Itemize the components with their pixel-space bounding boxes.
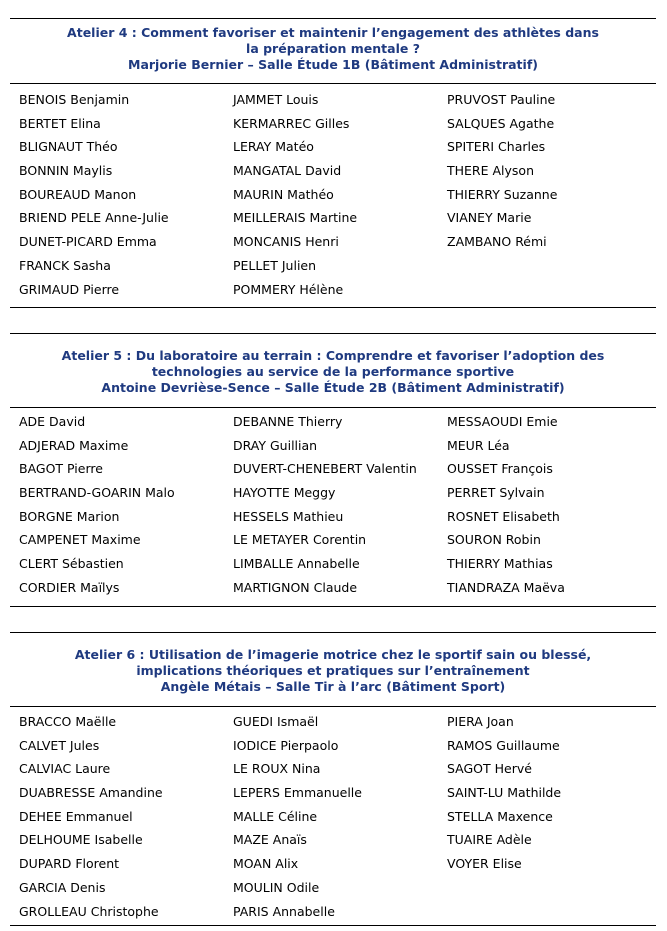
participant-name: MANGATAL David [233,163,342,179]
atelier-4-section [10,18,656,297]
participant-name: DUPARD Florent [19,856,120,872]
participant-name: PARIS Annabelle [233,903,335,919]
atelier-5-title-line-1: Atelier 5 : Du laboratoire au terrain : Comprendre et favoriser l’adoption des [61,348,605,363]
participant-name: DEHEE Emmanuel [19,808,133,824]
atelier-5-column-2 [233,410,417,600]
participant-name: OUSSET François [447,461,553,477]
atelier-5-section [10,333,656,595]
atelier-6-section [10,632,656,919]
atelier-6-title-line-2: implications théoriques et pratiques sur l’entraînement [136,663,530,678]
atelier-6-title-line-1: Atelier 6 : Utilisation de l’imagerie motrice chez le sportif sain ou blessé, [74,647,592,662]
atelier-6-column-3 [447,710,561,876]
atelier-5-header [10,333,656,408]
participant-name: MESSAOUDI Emie [447,414,558,429]
participant-name: KERMARREC Gilles [233,115,350,131]
participant-name: HESSELS Mathieu [233,508,344,524]
participant-name: SAGOT Hervé [447,761,532,777]
participant-name: GUEDI Ismaël [233,714,319,729]
participant-name: ADE David [19,414,86,429]
participant-name: CAMPENET Maxime [19,532,141,548]
participant-name: MAURIN Mathéo [233,186,334,202]
participant-name: LE METAYER Corentin [233,532,367,548]
atelier-4-subtitle: Marjorie Bernier – Salle Étude 1B (Bâtiment Administratif) [128,57,538,72]
atelier-6-subtitle: Angèle Métais – Salle Tir à l’arc (Bâtiment Sport) [160,679,506,694]
section-divider-3 [10,925,656,926]
participant-name: CORDIER Maïlys [19,579,120,595]
participant-name: SAINT-LU Mathilde [447,785,562,801]
participant-name: MALLE Céline [233,808,318,824]
participant-name: CALVET Jules [19,737,100,753]
participant-name: BRIEND PELE Anne-Julie [19,210,169,226]
participant-name: FRANCK Sasha [19,257,111,273]
participant-name: PERRET Sylvain [447,485,545,501]
participant-name: PRUVOST Pauline [447,92,556,107]
atelier-6-column-1 [19,710,163,923]
participant-name: JAMMET Louis [233,92,319,107]
atelier-4-column-2 [233,88,357,301]
participant-name: DUVERT-CHENEBERT Valentin [233,461,417,477]
participant-name: STELLA Maxence [447,808,553,824]
atelier-4-title-line-2: la préparation mentale ? [246,41,420,56]
participant-name: RAMOS Guillaume [447,737,560,753]
participant-name: BERTET Elina [19,115,101,131]
participant-name: MOAN Alix [233,856,299,872]
participant-name: THERE Alyson [447,163,534,179]
participant-name: MAZE Anaïs [233,832,307,848]
atelier-4-title-line-1: Atelier 4 : Comment favoriser et maintenir l’engagement des athlètes dans [67,25,599,40]
participant-name: PELLET Julien [233,257,317,273]
participant-name: DEBANNE Thierry [233,414,343,429]
atelier-6-column-2 [233,710,362,923]
participant-name: IODICE Pierpaolo [233,737,339,753]
participant-name: SOURON Robin [447,532,541,548]
participant-name: HAYOTTE Meggy [233,485,336,501]
participant-name: DUABRESSE Amandine [19,785,163,801]
participant-name: THIERRY Suzanne [447,186,558,202]
participant-name: ADJERAD Maxime [19,437,129,453]
participant-name: ZAMBANO Rémi [447,234,547,250]
participant-name: BAGOT Pierre [19,461,103,477]
participant-name: GRIMAUD Pierre [19,281,120,297]
participant-name: MONCANIS Henri [233,234,339,250]
participant-name: MOULIN Odile [233,879,320,895]
participant-name: GROLLEAU Christophe [19,903,159,919]
participant-name: THIERRY Mathias [447,556,553,572]
atelier-6-header [10,632,656,707]
participant-name: CALVIAC Laure [19,761,111,777]
participant-name: BONNIN Maylis [19,163,113,179]
participant-name: BOUREAUD Manon [19,186,137,202]
participant-name: TUAIRE Adèle [447,832,532,848]
participant-name: BRACCO Maëlle [19,714,117,729]
participant-name: VOYER Elise [447,856,522,872]
atelier-5-title-line-2: technologies au service de la performance sportive [151,364,515,379]
participant-name: LERAY Matéo [233,139,314,155]
participant-name: SPITERI Charles [447,139,546,155]
participant-name: DUNET-PICARD Emma [19,234,157,250]
participant-name: POMMERY Hélène [233,281,344,297]
participant-name: DRAY Guillian [233,437,318,453]
atelier-5-column-3 [447,410,565,600]
participant-name: GARCIA Denis [19,879,106,895]
participant-name: BLIGNAUT Théo [19,139,118,155]
participant-name: BENOIS Benjamin [19,92,130,107]
atelier-4-column-3 [447,88,557,254]
participant-name: ROSNET Elisabeth [447,508,560,524]
participant-name: DELHOUME Isabelle [19,832,143,848]
participant-name: LE ROUX Nina [233,761,321,777]
participant-name: CLERT Sébastien [19,556,124,572]
participant-name: SALQUES Agathe [447,115,555,131]
participant-name: MEILLERAIS Martine [233,210,358,226]
participant-name: MARTIGNON Claude [233,579,358,595]
participant-name: BERTRAND-GOARIN Malo [19,485,175,501]
atelier-5-subtitle: Antoine Devrièse-Sence – Salle Étude 2B (Bâtiment Administratif) [101,380,565,395]
participant-name: BORGNE Marion [19,508,120,524]
atelier-5-column-1 [19,410,175,600]
participant-name: LEPERS Emmanuelle [233,785,362,801]
atelier-4-column-1 [19,88,169,301]
section-divider-2 [10,606,656,607]
atelier-4-header [10,18,656,84]
participant-name: MEUR Léa [447,437,510,453]
section-divider-1 [10,307,656,308]
participant-name: PIERA Joan [447,714,514,729]
participant-name: TIANDRAZA Maëva [447,579,565,595]
participant-name: LIMBALLE Annabelle [233,556,360,572]
participant-name: VIANEY Marie [447,210,532,226]
